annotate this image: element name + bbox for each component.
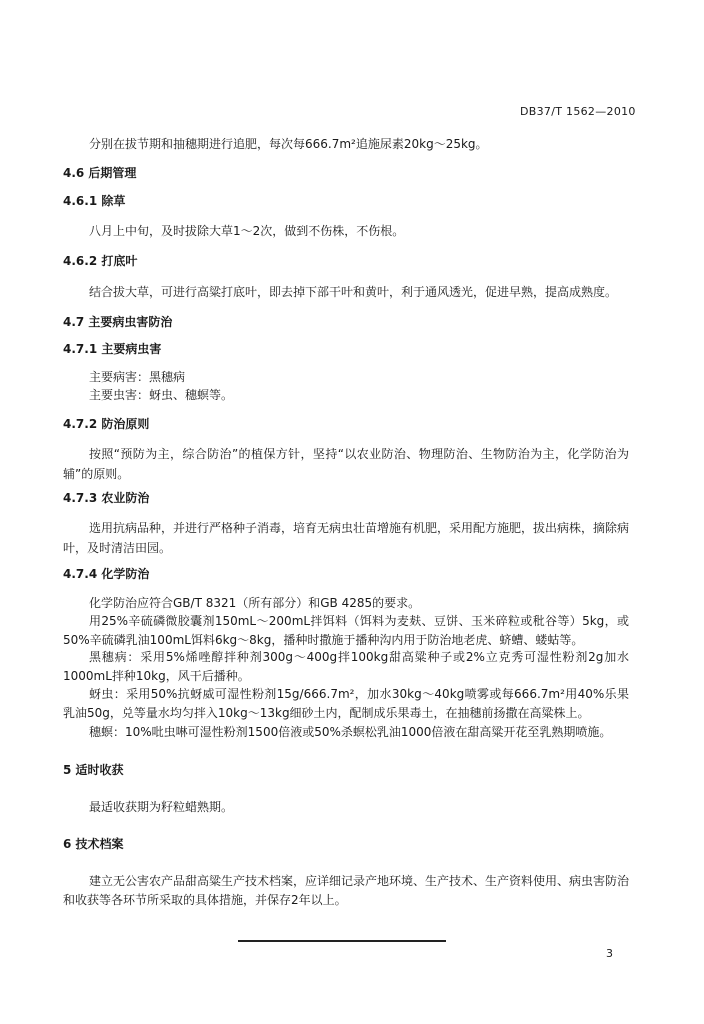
paragraph: 化学防治应符合GB/T 8321（所有部分）和GB 4285的要求。 — [89, 596, 421, 610]
paragraph: 选用抗病品种，并进行严格种子消毒，培育无病虫壮苗增施有机肥，采用配方施肥，拔出病株，摘除病叶，及时清洁田园。 — [63, 521, 630, 555]
paragraph: 主要病害：黑穗病 — [89, 370, 186, 384]
subsection-heading: 4.7.2 防治原则 — [63, 417, 150, 431]
section-heading: 4.6 后期管理 — [63, 166, 137, 180]
section-heading: 5 适时收获 — [63, 763, 124, 777]
end-rule — [238, 940, 446, 942]
subsection-heading: 4.7.4 化学防治 — [63, 567, 150, 581]
paragraph: 结合拔大草，可进行高粱打底叶，即去掉下部干叶和黄叶，利于通风透光，促进早熟，提高成熟度。 — [89, 285, 618, 299]
paragraph: 最适收获期为籽粒蜡熟期。 — [89, 800, 234, 814]
section-heading: 6 技术档案 — [63, 837, 124, 851]
paragraph: 黑穗病：采用5%烯唑醇拌种剂300g～400g拌100kg甜高粱种子或2%立克秀可湿性粉剂2g加水1000mL拌种10kg，风干后播种。 — [63, 650, 629, 683]
subsection-heading: 4.6.2 打底叶 — [63, 254, 138, 268]
paragraph: 八月上中旬，及时拔除大草1～2次，做到不伤株，不伤根。 — [89, 224, 405, 238]
paragraph: 主要虫害：蚜虫、穗螟等。 — [89, 388, 234, 402]
subsection-heading: 4.7.3 农业防治 — [63, 491, 150, 505]
paragraph: 建立无公害农产品甜高粱生产技术档案，应详细记录产地环境、生产技术、生产资料使用、病虫害防治和收获等各环节所采取的具体措施，并保存2年以上。 — [63, 874, 630, 907]
paragraph: 按照“预防为主，综合防治”的植保方针，坚持“以农业防治、物理防治、生物防治为主，化学防治为辅”的原则。 — [63, 447, 629, 481]
subsection-heading: 4.6.1 除草 — [63, 194, 126, 208]
paragraph: 分别在拔节期和抽穗期进行追肥，每次每666.7m²追施尿素20kg～25kg。 — [89, 137, 488, 151]
section-heading: 4.7 主要病虫害防治 — [63, 315, 173, 329]
subsection-heading: 4.7.1 主要病虫害 — [63, 342, 162, 356]
paragraph: 用25%辛硫磷微胶囊剂150mL～200mL拌饵料（饵料为麦麸、豆饼、玉米碎粒或秕谷等）5kg，或50%辛硫磷乳油100mL饵料6kg～8kg，播种时撒施于播种沟内用于防治地老虎、蛴螬、蝼蛄等。 — [63, 614, 629, 647]
paragraph: 穗螟：10%吡虫啉可湿性粉剂1500倍液或50%杀螟松乳油1000倍液在甜高粱开花至乳熟期喷施。 — [89, 725, 612, 739]
paragraph: 蚜虫：采用50%抗蚜威可湿性粉剂15g/666.7m²，加水30kg～40kg喷雾或每666.7m²用40%乐果乳油50g，兑等量水均匀拌入10kg～13kg细砂土内，配制成乐果毒土，在抽穗前扬撒在高粱株上。 — [63, 687, 629, 720]
standard-code: DB37/T 1562—2010 — [520, 105, 636, 118]
page-number: 3 — [606, 947, 613, 960]
